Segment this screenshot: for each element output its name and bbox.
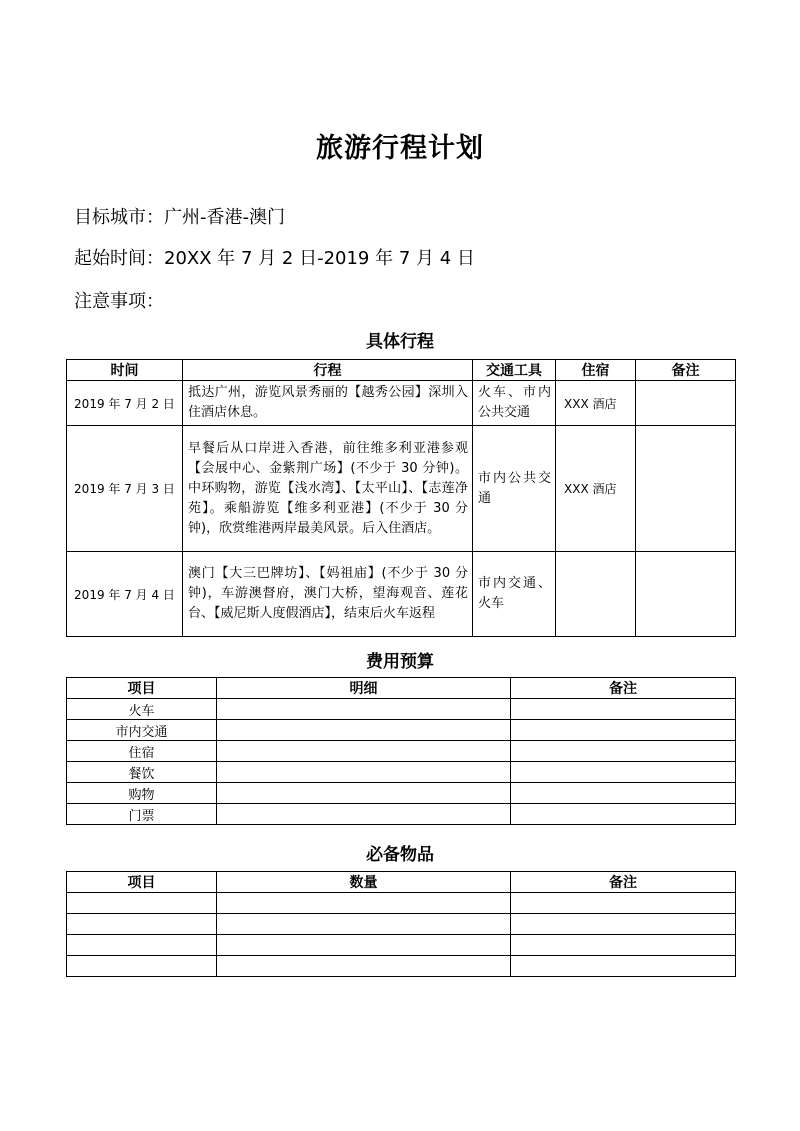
date-cell: 2019 年 7 月 3 日	[67, 426, 183, 552]
table-row	[67, 804, 736, 825]
hotel-cell: XXX 酒店	[556, 381, 636, 426]
period-line: 起始时间：20XX 年 7 月 2 日-2019 年 7 月 4 日	[74, 248, 475, 269]
itinerary-heading: 具体行程	[366, 332, 434, 352]
table-row	[67, 956, 736, 977]
transport-cell: 市内公共交通	[473, 426, 556, 552]
destination-line: 目标城市：广州-香港-澳门	[74, 207, 285, 228]
remark-cell	[511, 893, 736, 914]
remark-cell	[636, 381, 736, 426]
detail-cell	[217, 720, 511, 741]
table-row	[67, 893, 736, 914]
col-remark: 备注	[511, 872, 736, 893]
remark-cell	[511, 783, 736, 804]
item-cell: 购物	[67, 783, 217, 804]
item-cell	[67, 956, 217, 977]
plan-cell: 早餐后从口岸进入香港，前往维多利亚港参观【会展中心、金紫荆广场】(不少于 30 分钟)。中环购物，游览【浅水湾】、【太平山】、【志莲净苑】。乘船游览【维多利亚港】(不少于 30 分钟)，欣赏维港两岸最美风景。后入住酒店。	[183, 426, 473, 552]
table-row	[67, 426, 736, 552]
detail-cell	[217, 804, 511, 825]
table-row	[67, 935, 736, 956]
hotel-cell	[556, 552, 636, 637]
item-cell: 餐饮	[67, 762, 217, 783]
item-cell: 住宿	[67, 741, 217, 762]
table-row	[67, 381, 736, 426]
table-row	[67, 914, 736, 935]
col-time: 时间	[67, 360, 183, 381]
table-row	[67, 720, 736, 741]
detail-cell	[217, 762, 511, 783]
transport-cell: 火车、市内公共交通	[473, 381, 556, 426]
item-cell: 市内交通	[67, 720, 217, 741]
remark-cell	[511, 935, 736, 956]
quantity-cell	[217, 893, 511, 914]
budget-heading: 费用预算	[366, 652, 434, 672]
col-detail: 明细	[217, 678, 511, 699]
table-row	[67, 552, 736, 637]
budget-header-row	[67, 678, 736, 699]
col-transport: 交通工具	[473, 360, 556, 381]
date-cell: 2019 年 7 月 4 日	[67, 552, 183, 637]
itinerary-header-row	[67, 360, 736, 381]
item-cell: 火车	[67, 699, 217, 720]
item-cell	[67, 935, 217, 956]
quantity-cell	[217, 935, 511, 956]
essentials-table	[66, 871, 736, 977]
page-title: 旅游行程计划	[316, 133, 484, 164]
item-cell: 门票	[67, 804, 217, 825]
remark-cell	[511, 741, 736, 762]
remark-cell	[511, 762, 736, 783]
col-quantity: 数量	[217, 872, 511, 893]
table-row	[67, 741, 736, 762]
col-item: 项目	[67, 678, 217, 699]
plan-cell: 澳门【大三巴牌坊】、【妈祖庙】(不少于 30 分钟)，车游澳督府，澳门大桥，望海观音、莲花台、【威尼斯人度假酒店】，结束后火车返程	[183, 552, 473, 637]
budget-table	[66, 677, 736, 825]
hotel-cell: XXX 酒店	[556, 426, 636, 552]
plan-cell: 抵达广州，游览风景秀丽的【越秀公园】深圳入住酒店休息。	[183, 381, 473, 426]
date-cell: 2019 年 7 月 2 日	[67, 381, 183, 426]
item-cell	[67, 914, 217, 935]
detail-cell	[217, 741, 511, 762]
remark-cell	[511, 956, 736, 977]
itinerary-table	[66, 359, 736, 637]
col-remark: 备注	[511, 678, 736, 699]
essentials-header-row	[67, 872, 736, 893]
col-plan: 行程	[183, 360, 473, 381]
col-remark: 备注	[636, 360, 736, 381]
remark-cell	[636, 426, 736, 552]
item-cell	[67, 893, 217, 914]
col-hotel: 住宿	[556, 360, 636, 381]
notes-line: 注意事项：	[74, 291, 164, 312]
remark-cell	[511, 699, 736, 720]
detail-cell	[217, 783, 511, 804]
essentials-heading: 必备物品	[366, 845, 434, 865]
detail-cell	[217, 699, 511, 720]
table-row	[67, 762, 736, 783]
quantity-cell	[217, 956, 511, 977]
remark-cell	[511, 720, 736, 741]
remark-cell	[636, 552, 736, 637]
quantity-cell	[217, 914, 511, 935]
table-row	[67, 699, 736, 720]
transport-cell: 市内交通、火车	[473, 552, 556, 637]
remark-cell	[511, 804, 736, 825]
remark-cell	[511, 914, 736, 935]
col-item: 项目	[67, 872, 217, 893]
table-row	[67, 783, 736, 804]
